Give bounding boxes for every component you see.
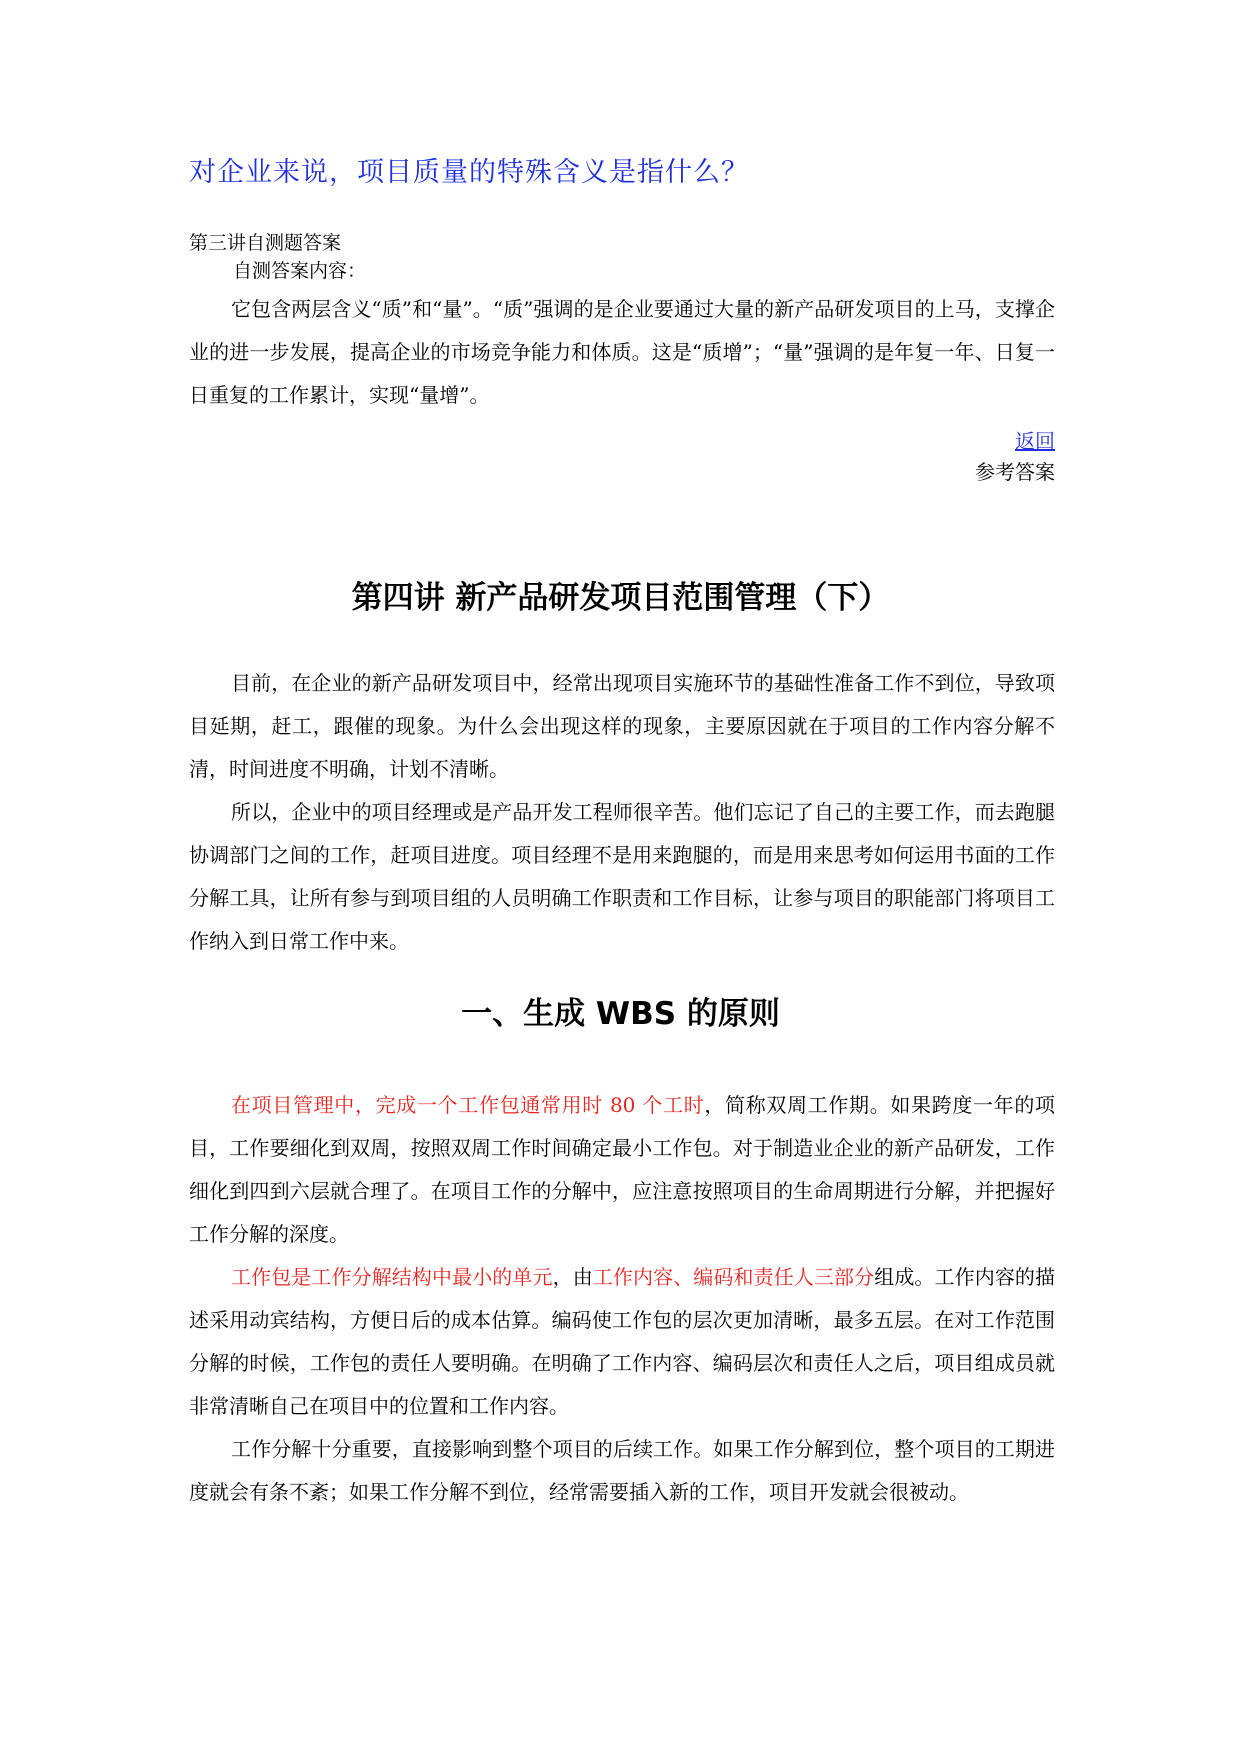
wbs-paragraph-1-text: ，简称双周工作期。如果跨度一年的项目，工作要细化到双周，按照双周工作时间确定最小工作包。对于制造业企业的新产品研发，工作细化到四到六层就合理了。在项目工作的分解中，应注意按照项目的生命周期进行分解，并把握好工作分解的深度。: [189, 1093, 1056, 1246]
wbs-paragraph-2: [189, 1256, 1055, 1428]
answer-header: 第三讲自测题答案: [189, 232, 342, 254]
intro-paragraph-2: 所以，企业中的项目经理或是产品开发工程师很辛苦。他们忘记了自己的主要工作，而去跑腿协调部门之间的工作，赶项目进度。项目经理不是用来跑腿的，而是用来思考如何运用书面的工作分解工具，让所有参与到项目组的人员明确工作职责和工作目标，让参与项目的职能部门将项目工作纳入到日常工作中来。: [189, 800, 1055, 953]
question-heading: 对企业来说，项目质量的特殊含义是指什么？: [189, 157, 749, 188]
intro-paragraph-1: 目前，在企业的新产品研发项目中，经常出现项目实施环节的基础性准备工作不到位，导致项目延期，赶工，跟催的现象。为什么会出现这样的现象，主要原因就在于项目的工作内容分解不清，时间进度不明确，计划不清晰。: [189, 671, 1055, 781]
wbs-highlight-1: 在项目管理中，完成一个工作包通常用时 80 个工时: [231, 1093, 705, 1117]
section-title: 一、生成 WBS 的原则: [461, 996, 780, 1032]
answer-subheader: 自测答案内容：: [233, 260, 367, 282]
answer-paragraph: 它包含两层含义“质”和“量”。“质”强调的是企业要通过大量的新产品研发项目的上马，支撑企业的进一步发展，提高企业的市场竞争能力和体质。这是“质增”；“量”强调的是年复一年、日复一日重复的工作累计，实现“量增”。: [189, 297, 1055, 407]
wbs-paragraph-3: 工作分解十分重要，直接影响到整个项目的后续工作。如果工作分解到位，整个项目的工期进度就会有条不紊；如果工作分解不到位，经常需要插入新的工作，项目开发就会很被动。: [189, 1437, 1055, 1504]
wbs-highlight-3: 工作内容、编码和责任人三部分: [592, 1265, 875, 1289]
back-link[interactable]: 返回: [1015, 429, 1055, 453]
wbs-paragraph-2-text: 组成。工作内容的描述采用动宾结构，方便日后的成本估算。编码使工作包的层次更加清晰，最多五层。在对工作范围分解的时候，工作包的责任人要明确。在明确了工作内容、编码层次和责任人之后，项目组成员就非常清晰自己在项目中的位置和工作内容。: [189, 1265, 1056, 1418]
lecture-title: 第四讲 新产品研发项目范围管理（下）: [351, 580, 890, 616]
reference-answer-label: 参考答案: [975, 460, 1055, 484]
wbs-highlight-2: 工作包是工作分解结构中最小的单元: [231, 1265, 553, 1289]
wbs-paragraph-1: [189, 1084, 1055, 1256]
wbs-paragraph-2-mid: ，由: [552, 1265, 593, 1289]
